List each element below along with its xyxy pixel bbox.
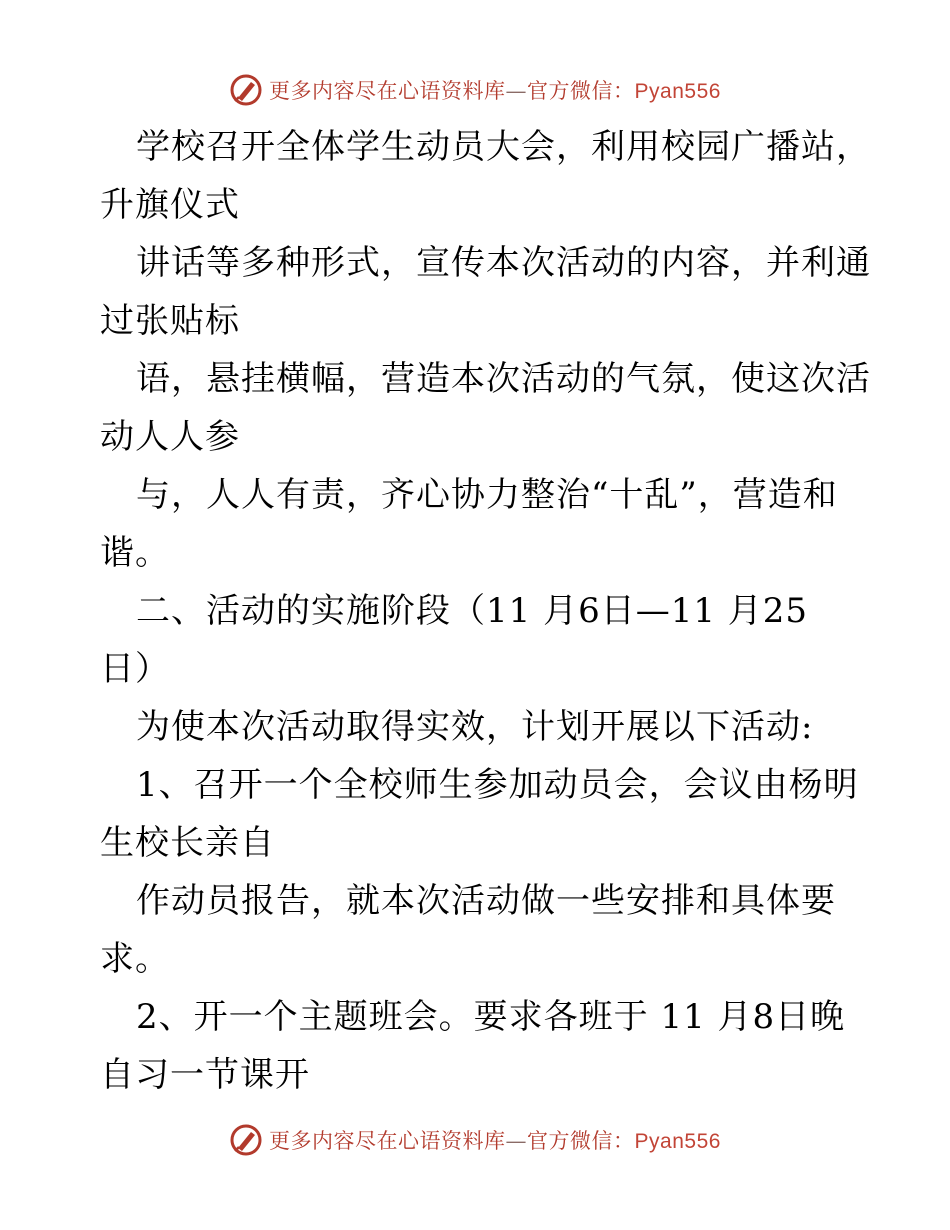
body-line: 为使本次活动取得实效，计划开展以下活动: [136, 707, 814, 747]
watermark-text [269, 1125, 721, 1155]
watermark-official: 官方微信： [527, 79, 635, 103]
body-line: 语，悬挂横幅，营造本次活动的气氛，使这次活 [136, 359, 871, 399]
watermark-wechat-id: Pyan556 [634, 1130, 721, 1153]
footer-watermark [0, 1118, 950, 1162]
list-item: 2、开一个主题班会。要求各班于 11 月8日晚 [136, 997, 846, 1037]
header-watermark [0, 68, 950, 112]
watermark-main: 更多内容尽在心语资料库 [269, 79, 506, 103]
body-line: 升旗仪式 [100, 185, 240, 225]
list-item: 1、召开一个全校师生参加动员会，会议由杨明 [136, 765, 859, 805]
body-line: 学校召开全体学生动员大会，利用校园广播站， [136, 127, 871, 167]
body-line: 讲话等多种形式，宣传本次活动的内容，并利通 [136, 243, 871, 283]
watermark-official: 官方微信： [527, 1129, 635, 1153]
document-body [100, 118, 870, 1104]
body-line: 与，人人有责，齐心协力整治“十乱”，营造和 [136, 475, 838, 515]
body-line: 日） [100, 649, 170, 689]
body-line: 求。 [100, 939, 170, 979]
watermark-main: 更多内容尽在心语资料库 [269, 1129, 506, 1153]
body-line: 生校长亲自 [100, 823, 275, 863]
watermark-text [269, 75, 721, 105]
body-line: 谐。 [100, 533, 170, 573]
body-line: 作动员报告，就本次活动做一些安排和具体要 [136, 881, 836, 921]
watermark-wechat-id: Pyan556 [634, 80, 721, 103]
section-heading: 二、活动的实施阶段（11 月6日—11 月25 [136, 591, 809, 631]
body-line: 动人人参 [100, 417, 240, 457]
watermark-separator: — [505, 1129, 528, 1153]
body-line: 过张贴标 [100, 301, 240, 341]
brand-logo-icon [229, 1123, 263, 1157]
brand-logo-icon [229, 73, 263, 107]
body-line: 自习一节课开 [100, 1055, 310, 1095]
watermark-separator: — [505, 79, 528, 103]
